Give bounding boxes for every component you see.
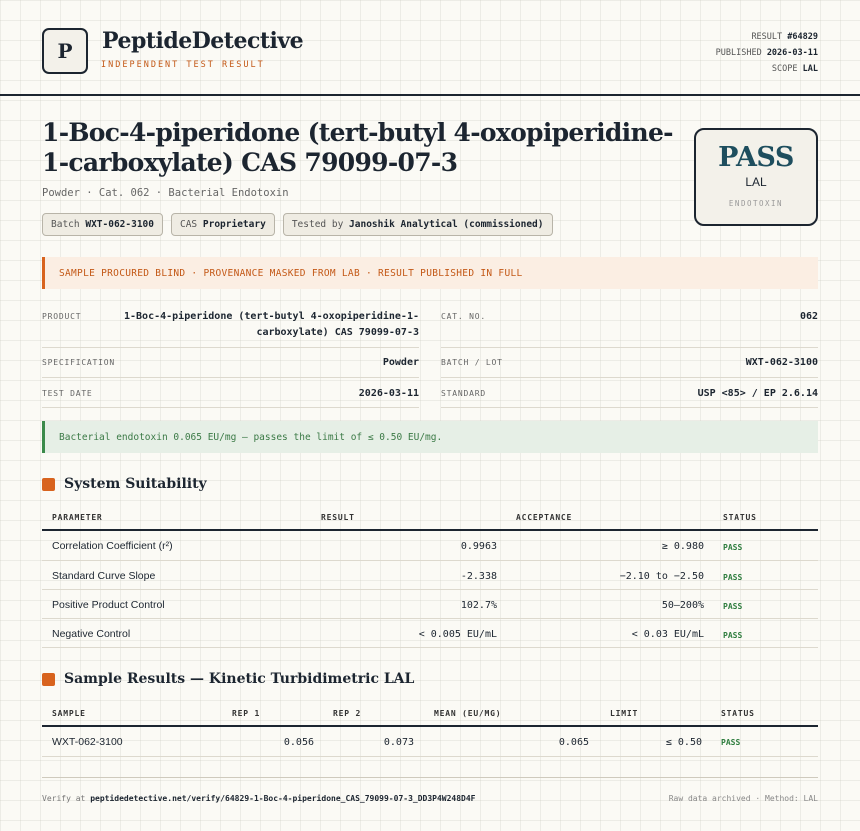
header — [0, 0, 860, 96]
catno-value: 062 — [799, 311, 818, 322]
divider — [42, 407, 419, 408]
verdict-badge — [694, 128, 818, 226]
table-cell-rep2: 0.073 — [383, 737, 414, 748]
row-divider — [42, 618, 818, 619]
page-title: 1-Boc-4-piperidone (tert-butyl 4-oxopiperidine-1-carboxylate) CAS 79099-07-3 — [42, 118, 673, 177]
result-summary-note: Bacterial endotoxin 0.065 EU/mg — passes the limit of ≤ 0.50 EU/mg. — [42, 421, 818, 453]
footer-method-note: Raw data archived · Method: LAL — [668, 794, 818, 803]
row-divider — [42, 560, 818, 561]
divider — [441, 347, 818, 348]
table-cell-result: 102.7% — [460, 600, 497, 611]
table-cell-parameter: Negative Control — [52, 628, 131, 640]
verify-link[interactable]: peptidedetective.net/verify/64829-1-Boc-4-piperidone_CAS_79099-07-3_DD3P4W248D4F — [90, 794, 476, 803]
scope-value: LAL — [802, 64, 818, 74]
test-date-label: TEST DATE — [42, 389, 93, 398]
table-header-rule — [42, 725, 818, 727]
divider — [42, 377, 419, 378]
divider — [441, 407, 818, 408]
col-result: RESULT — [321, 513, 355, 522]
col-status: STATUS — [723, 513, 757, 522]
footer-divider — [42, 777, 818, 778]
standard-value: USP <85> / EP 2.6.14 — [697, 388, 818, 399]
row-divider — [42, 589, 818, 590]
table-cell-mean: 0.065 — [558, 737, 589, 748]
chip-row — [42, 213, 553, 236]
col-acceptance: ACCEPTANCE — [516, 513, 573, 522]
published-label: PUBLISHED — [715, 48, 762, 58]
brand-tagline: INDEPENDENT TEST RESULT — [101, 60, 265, 70]
table-cell-sample: WXT-062-3100 — [52, 736, 123, 748]
result-number: #64829 — [787, 32, 818, 42]
col-rep1: REP 1 — [232, 709, 261, 718]
col-limit: LIMIT — [610, 709, 639, 718]
batch-chip: Batch WXT-062-3100 — [42, 213, 163, 236]
suitability-section-title: System Suitability — [42, 476, 207, 492]
verdict-category: ENDOTOXIN — [728, 199, 784, 208]
batch-lot-label: BATCH / LOT — [441, 358, 503, 367]
page-subtitle: Powder · Cat. 062 · Bacterial Endotoxin — [42, 187, 289, 199]
tested-by-chip: Tested by Janoshik Analytical (commissioned) — [283, 213, 553, 236]
divider — [441, 377, 818, 378]
table-cell-result: < 0.005 EU/mL — [418, 629, 497, 640]
table-cell-result: -2.338 — [460, 571, 497, 582]
product-label: PRODUCT — [42, 312, 82, 321]
table-cell-rep1: 0.056 — [283, 737, 314, 748]
divider — [42, 347, 419, 348]
row-divider — [42, 756, 818, 757]
test-date-value: 2026-03-11 — [358, 388, 419, 399]
section-marker-icon — [42, 673, 55, 686]
product-value: 1-Boc-4-piperidone (tert-butyl 4-oxopiperidine-1- carboxylate) CAS 79099-07-3 — [123, 311, 419, 338]
table-cell-acceptance: 50–200% — [661, 600, 704, 611]
scope-label: SCOPE — [771, 64, 798, 74]
col-mean: MEAN (EU/MG) — [434, 709, 502, 718]
verdict-word: PASS — [718, 142, 794, 173]
verify-line: Verify at peptidedetective.net/verify/64829-1-Boc-4-piperidone_CAS_79099-07-3_DD3P4W248D4F — [42, 794, 476, 803]
standard-label: STANDARD — [441, 389, 486, 398]
result-label: RESULT — [751, 32, 783, 42]
table-cell-acceptance: −2.10 to −2.50 — [619, 571, 704, 582]
row-divider — [42, 647, 818, 648]
spec-value: Powder — [382, 357, 419, 368]
status-badge: PASS — [723, 602, 743, 611]
status-badge: PASS — [723, 543, 743, 552]
section-marker-icon — [42, 478, 55, 491]
col-sample: SAMPLE — [52, 709, 86, 718]
status-badge: PASS — [721, 738, 741, 747]
table-cell-acceptance: < 0.03 EU/mL — [631, 629, 704, 640]
published-date: 2026-03-11 — [766, 48, 818, 58]
status-badge: PASS — [723, 631, 743, 640]
status-badge: PASS — [723, 573, 743, 582]
table-header-rule — [42, 529, 818, 531]
blind-sample-banner: SAMPLE PROCURED BLIND · PROVENANCE MASKED FROM LAB · RESULT PUBLISHED IN FULL — [42, 257, 818, 289]
col-rep2: REP 2 — [333, 709, 362, 718]
table-cell-parameter: Standard Curve Slope — [52, 570, 156, 582]
result-meta — [716, 29, 818, 77]
cas-chip: CAS Proprietary — [171, 213, 275, 236]
table-cell-result: 0.9963 — [460, 541, 497, 552]
table-cell-parameter: Positive Product Control — [52, 599, 165, 611]
samples-section-title: Sample Results — Kinetic Turbidimetric LAL — [42, 671, 414, 687]
catno-label: CAT. NO. — [441, 312, 486, 321]
table-cell-acceptance: ≥ 0.980 — [661, 541, 704, 552]
batch-lot-value: WXT-062-3100 — [745, 357, 818, 368]
table-cell-limit: ≤ 0.50 — [665, 737, 702, 748]
spec-label: SPECIFICATION — [42, 358, 116, 367]
col-parameter: PARAMETER — [52, 513, 103, 522]
col-status: STATUS — [721, 709, 755, 718]
brand-name: PeptideDetective — [102, 28, 304, 54]
verdict-method: LAL — [745, 175, 767, 189]
table-cell-parameter: Correlation Coefficient (r²) — [52, 540, 173, 552]
logo-icon: P — [42, 28, 88, 74]
